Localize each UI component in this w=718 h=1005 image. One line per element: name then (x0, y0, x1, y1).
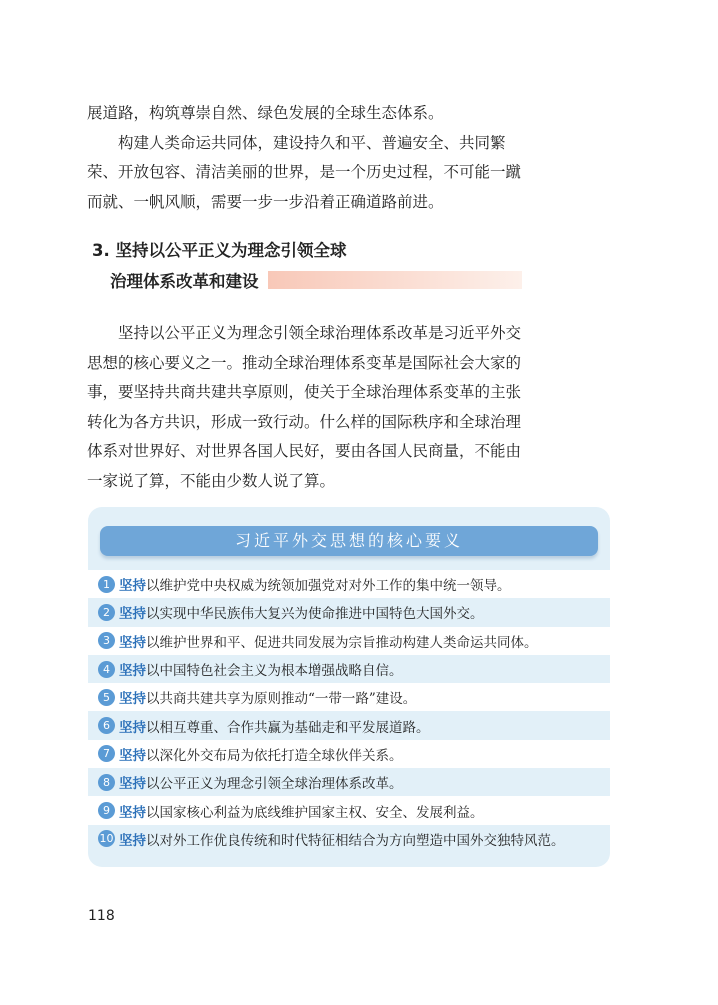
keyword: 坚持 (119, 804, 146, 821)
body-text (87, 319, 527, 496)
paragraph: 构建人类命运共同体，建设持久和平、普遍安全、共同繁荣、开放包容、清洁美丽的世界，是一个历史过程，不可能一蹴而就、一帆风顺，需要一步一步沿着正确道路前进。 (87, 133, 522, 211)
paragraph: 坚持以公平正义为理念引领全球治理体系改革是习近平外交思想的核心要义之一。推动全球治理体系变革是国际社会大家的事，要坚持共商共建共享原则，使关于全球治理体系变革的主张转化为各方共识，形成一致行动。什么样的国际秩序和全球治理体系对世界好、对世界各国人民好，要由各国人民商量，不能由一家说了算，不能由少数人说了算。 (87, 324, 522, 490)
decorative-bar (268, 271, 522, 289)
number-badge-icon: 10 (99, 832, 114, 846)
keyword: 坚持 (119, 606, 146, 623)
box-title: 习近平外交思想的核心要义 (100, 526, 598, 556)
list-item (88, 570, 610, 598)
page-number: 118 (88, 908, 115, 924)
top-text (87, 99, 527, 217)
keyword: 坚持 (119, 776, 146, 793)
keyword: 坚持 (119, 663, 146, 680)
section-title: 3. 坚持以公平正义为理念引领全球 (92, 241, 347, 260)
list-item (88, 627, 610, 655)
keyword: 坚持 (119, 691, 146, 708)
paragraph: 展道路，构筑尊崇自然、绿色发展的全球生态体系。 (87, 104, 444, 122)
item-text: 以维护世界和平、促进共同发展为宗旨推动构建人类命运共同体。 (146, 634, 538, 651)
number-badge-icon: 4 (98, 661, 115, 678)
number-badge-icon: 8 (98, 774, 115, 791)
keyword: 坚持 (119, 832, 146, 849)
keyword: 坚持 (119, 634, 146, 651)
number-badge-icon: 1 (98, 576, 115, 593)
item-text: 以对外工作优良传统和时代特征相结合为方向塑造中国外交独特风范。 (146, 832, 565, 849)
keyword: 坚持 (119, 719, 146, 736)
item-text: 以相互尊重、合作共赢为基础走和平发展道路。 (146, 719, 430, 736)
list-item (88, 683, 610, 711)
number-badge-icon: 5 (98, 689, 115, 706)
list-item (88, 598, 610, 626)
list-item (88, 825, 610, 853)
number-badge-icon: 6 (98, 717, 115, 734)
keyword: 坚持 (119, 578, 146, 595)
item-text: 以实现中华民族伟大复兴为使命推进中国特色大国外交。 (146, 606, 484, 623)
number-badge-icon: 2 (98, 604, 115, 621)
summary-list (88, 570, 610, 853)
number-badge-icon: 9 (98, 802, 115, 819)
number-badge-icon: 7 (98, 745, 115, 762)
list-item (88, 740, 610, 768)
item-text: 以共商共建共享为原则推动“一带一路”建设。 (146, 691, 417, 708)
item-text: 以维护党中央权威为统领加强党对对外工作的集中统一领导。 (146, 578, 511, 595)
list-item (88, 711, 610, 739)
item-text: 以国家核心利益为底线维护国家主权、安全、发展利益。 (146, 804, 484, 821)
number-badge-icon: 3 (98, 632, 115, 649)
section-title-line2: 治理体系改革和建设 (110, 272, 259, 291)
keyword: 坚持 (119, 747, 146, 764)
item-text: 以中国特色社会主义为根本增强战略自信。 (146, 663, 403, 680)
item-text: 以公平正义为理念引领全球治理体系改革。 (146, 776, 403, 793)
list-item (88, 768, 610, 796)
list-item (88, 796, 610, 824)
list-item (88, 655, 610, 683)
item-text: 以深化外交布局为依托打造全球伙伴关系。 (146, 747, 403, 764)
